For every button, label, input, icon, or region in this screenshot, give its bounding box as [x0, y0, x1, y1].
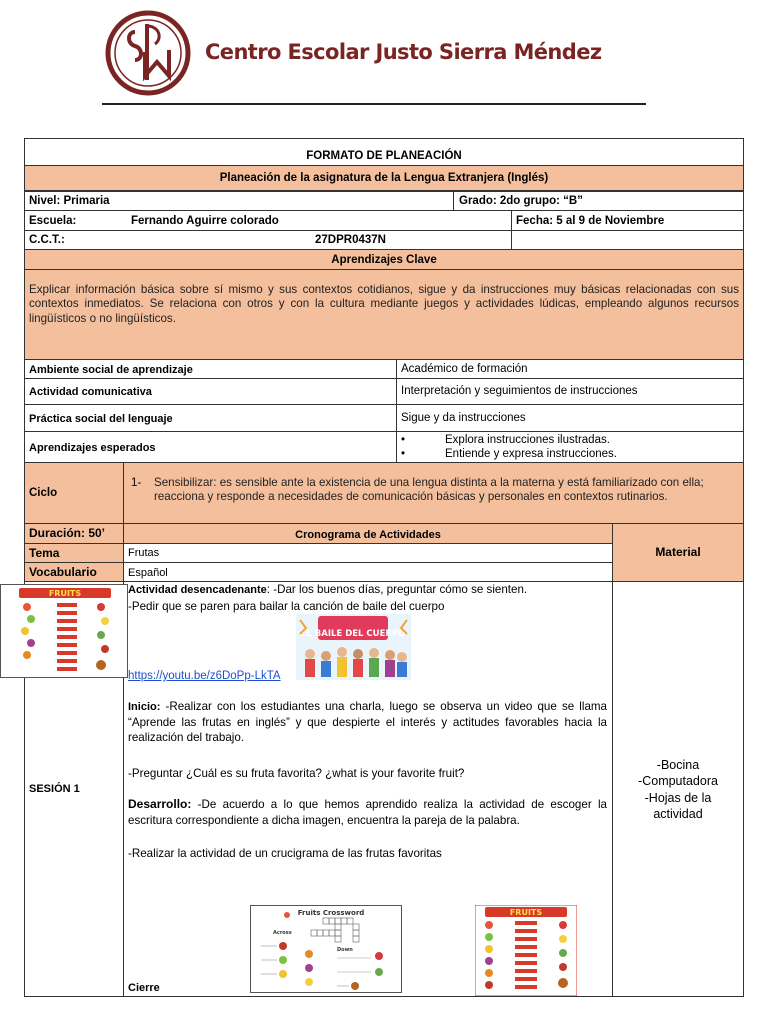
fruits-worksheet-image: [0, 584, 128, 678]
materials-list: [612, 757, 744, 822]
school-header: [0, 0, 768, 110]
subject-title: Planeación de la asignatura de la Lengua Extranjera (Inglés): [219, 172, 549, 184]
desencadenante-label: Actividad desencadenante: [128, 584, 267, 596]
header-divider: [102, 103, 646, 105]
cct-cell: [24, 230, 512, 250]
duracion: Duración: 50’: [29, 526, 106, 540]
aprendizajes-clave-title: Aprendizajes Clave: [331, 254, 437, 266]
material-item: -Computadora: [638, 774, 718, 789]
desencadenante-text: : -Dar los buenos días, preguntar cómo se sienten.: [266, 583, 528, 596]
grado: Grado: 2do grupo: “B”: [459, 195, 583, 207]
tema-value: Frutas: [128, 547, 160, 559]
crucigrama-text: -Realizar la actividad de un crucigrama de las frutas favoritas: [128, 847, 442, 860]
desencadenante-line: [128, 582, 608, 598]
desarrollo-label: Desarrollo:: [128, 797, 192, 811]
youtube-link[interactable]: https://youtu.be/z6DoPp-LkTA: [128, 670, 281, 682]
tema-value-cell: [123, 543, 613, 563]
ciclo-label: Ciclo: [29, 487, 58, 499]
vocabulario-label: Vocabulario: [29, 565, 97, 579]
ciclo-text: Sensibilizar: es sensible ante la existencia de una lengua distinta a la materna y está familiarizado con ella; reacciona y responde a necesidades de comunicación básicas y personales en contextos rutinarios.: [154, 476, 704, 504]
inicio-label: Inicio:: [128, 701, 161, 713]
cierre-label: Cierre: [128, 982, 160, 994]
dancing-kids-icon: [296, 614, 411, 680]
practica-label: Práctica social del lenguaje: [29, 413, 173, 425]
vocabulario-value: Español: [128, 567, 168, 579]
desarrollo-text: -De acuerdo a lo que hemos aprendido realiza la actividad de escoger la escritura correspondiente a dicha imagen, encuentra la pareja de la palabra.: [128, 798, 607, 827]
esperados-item: • Entiende y expresa instrucciones.: [401, 448, 617, 461]
desarrollo-paragraph: [128, 796, 607, 828]
practica-value: Sigue y da instrucciones: [401, 412, 526, 424]
fruits-crossword-image: [250, 905, 402, 993]
school-logo-icon: [105, 10, 191, 96]
baile-del-cuerpo-image: [296, 614, 411, 680]
fruits-worksheet-icon: [1, 585, 128, 678]
actividad-label: Actividad comunicativa: [29, 386, 152, 398]
tema-label: Tema: [29, 546, 60, 560]
ambiente-value: Académico de formación: [401, 363, 528, 375]
esperados-label: Aprendizajes esperados: [29, 442, 156, 454]
material-item: -Hojas de la: [644, 790, 712, 805]
crossword-icon: [251, 906, 402, 993]
cronograma-title: Cronograma de Actividades: [295, 529, 441, 541]
cct-empty-cell: [511, 230, 744, 250]
fecha: Fecha: 5 al 9 de Noviembre: [516, 215, 665, 227]
cct-value: 27DPR0437N: [315, 234, 386, 246]
material-item: -Bocina: [656, 758, 700, 772]
material-item: actividad: [653, 806, 703, 821]
fruits-worksheet-2-title: FRUITS: [509, 908, 543, 917]
crossword-across: Across: [273, 930, 292, 936]
material-title: Material: [655, 545, 701, 559]
esperados-item: • Explora instrucciones ilustradas.: [401, 434, 610, 446]
escuela-value: Fernando Aguirre colorado: [131, 215, 279, 227]
inicio-text: -Realizar con los estudiantes una charla, luego se observa un video que se llama “Aprende las frutas en inglés” y que despierte el interés y actitudes favorables hacia la realización del trabajo.: [128, 700, 607, 745]
vocabulario-value-cell: [123, 562, 613, 582]
pedir-text: -Pedir que se paren para bailar la canción de baile del cuerpo: [128, 600, 445, 613]
actividad-value: Interpretación y seguimientos de instrucciones: [401, 385, 638, 397]
aprendizajes-clave-text: Explicar información básica sobre sí mismo y sus contextos cotidianos, sigue y da instrucciones muy básicas relacionadas con sus contextos inmediatos. Se relaciona con otros y con la cultura mediante juegos y actividades lúdicas, empleando algunos recursos lingüísticos o no lingüísticos.: [29, 283, 739, 325]
escuela-label: Escuela:: [29, 215, 77, 227]
cct-label: C.C.T.:: [29, 234, 65, 246]
fruits-worksheet-2-icon: [475, 905, 577, 996]
crossword-down: Down: [337, 947, 353, 953]
inicio-paragraph: [128, 699, 607, 746]
session-label: SESIÓN 1: [29, 783, 80, 795]
baile-title: EL BAILE DEL CUERPO: [300, 629, 406, 639]
ambiente-label: Ambiente social de aprendizaje: [29, 364, 193, 376]
fruits-worksheet-image-2: [475, 905, 577, 996]
esperados-list: [401, 433, 617, 462]
fruits-worksheet-title: FRUITS: [48, 589, 82, 598]
preguntar-text: -Preguntar ¿Cuál es su fruta favorita? ¿what is your favorite fruit?: [128, 767, 465, 780]
school-name: Centro Escolar Justo Sierra Méndez: [205, 40, 602, 64]
format-title: FORMATO DE PLANEACIÓN: [306, 150, 462, 162]
crossword-title: Fruits Crossword: [297, 909, 365, 917]
ciclo-number: 1-: [131, 477, 142, 489]
nivel: Nivel: Primaria: [29, 195, 110, 207]
